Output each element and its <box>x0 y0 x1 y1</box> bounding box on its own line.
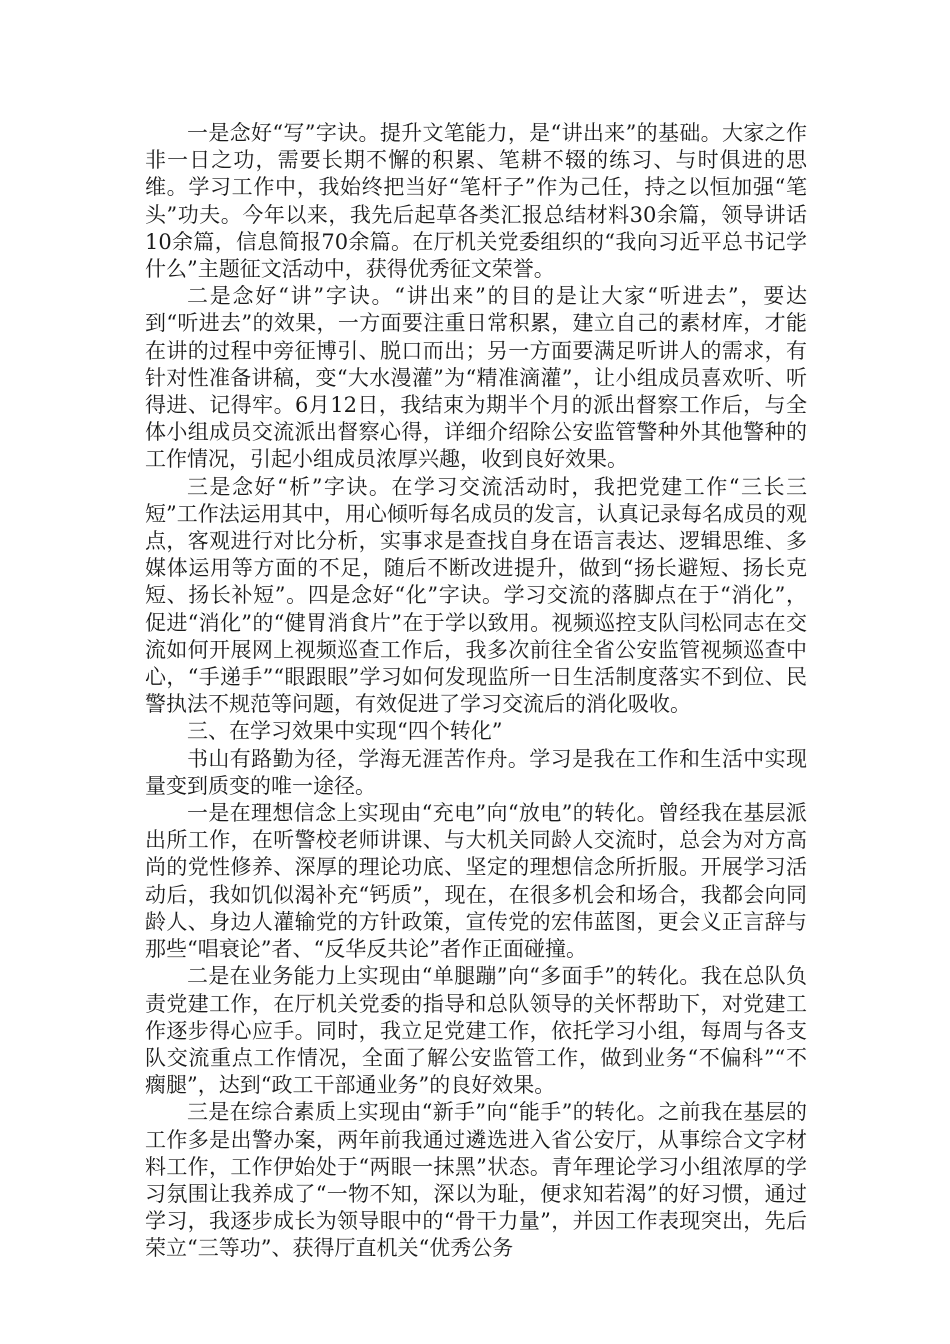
paragraph-intro: 书山有路勤为径，学海无涯苦作舟。学习是我在工作和生活中实现量变到质变的唯一途径。 <box>145 746 807 798</box>
section-heading-four-transformations: 三、在学习效果中实现“四个转化” <box>187 719 503 744</box>
paragraph-speak: 二是念好“讲”字诀。“讲出来”的目的是让大家“听进去”，要达到“听进去”的效果，一方面要注重日常积累，建立自己的素材库，才能在讲的过程中旁征博引、脱口而出；另一方面要满足听讲人的需求，有针对性准备讲稿，变“大水漫灌”为“精准滴灌”，让小组成员喜欢听、听得进、记得牢。6月12日，我结束为期半个月的派出督察工作后，与全体小组成员交流派出督察心得，详细介绍除公安监管警种外其他警种的工作情况，引起小组成员浓厚兴趣，收到良好效果。 <box>145 284 807 472</box>
paragraph-overall-quality: 三是在综合素质上实现由“新手”向“能手”的转化。之前我在基层的工作多是出警办案，两年前我通过遴选进入省公安厅，从事综合文字材料工作，工作伊始处于“两眼一抹黑”状态。青年理论学习小组浓厚的学习氛围让我养成了“一物不知，深以为耻，便求知若渴”的好习惯，通过学习，我逐步成长为领导眼中的“骨干力量”，并因工作表现突出，先后荣立“三等功”、获得厅直机关“优秀公务 <box>145 1100 807 1261</box>
paragraph-business-ability: 二是在业务能力上实现由“单腿蹦”向“多面手”的转化。我在总队负责党建工作，在厅机关党委的指导和总队领导的关怀帮助下，对党建工作逐步得心应手。同时，我立足党建工作，依托学习小组，每周与各支队交流重点工作情况，全面了解公安监管工作，做到业务“不偏科”“不瘸腿”，达到“政工干部通业务”的良好效果。 <box>145 964 807 1098</box>
paragraph-write: 一是念好“写”字诀。提升文笔能力，是“讲出来”的基础。大家之作非一日之功，需要长期不懈的积累、笔耕不辍的练习、与时俱进的思维。学习工作中，我始终把当好“笔杆子”作为己任，持之以恒加强“笔头”功夫。今年以来，我先后起草各类汇报总结材料30余篇，领导讲话10余篇，信息简报70余篇。在厅机关党委组织的“我向习近平总书记学什么”主题征文活动中，获得优秀征文荣誉。 <box>145 121 807 282</box>
paragraph-ideals: 一是在理想信念上实现由“充电”向“放电”的转化。曾经我在基层派出所工作，在听警校老师讲课、与大机关同龄人交流时，总会为对方高尚的党性修养、深厚的理论功底、坚定的理想信念所折服。开展学习活动后，我如饥似渴补充“钙质”，现在，在很多机会和场合，我都会向同龄人、身边人灌输党的方针政策，宣传党的宏伟蓝图，更会义正言辞与那些“唱衰论”者、“反华反共论”者作正面碰撞。 <box>145 801 807 962</box>
paragraph-analyze: 三是念好“析”字诀。在学习交流活动时，我把党建工作“三长三短”工作法运用其中，用心倾听每名成员的发言，认真记录每名成员的观点，客观进行对比分析，实事求是查找自身在语言表达、逻辑思维、多媒体运用等方面的不足，随后不断改进提升，做到“扬长避短、扬长克短、扬长补短”。四是念好“化”字诀。学习交流的落脚点在于“消化”，促进“消化”的“健胃消食片”在于学以致用。视频巡控支队闫松同志在交流如何开展网上视频巡查工作后，我多次前往全省公安监管视频巡查中心，“手递手”“眼跟眼”学习如何发现监所一日生活制度落实不到位、民警执法不规范等问题，有效促进了学习交流后的消化吸收。 <box>145 474 807 717</box>
document-body <box>145 120 807 1263</box>
